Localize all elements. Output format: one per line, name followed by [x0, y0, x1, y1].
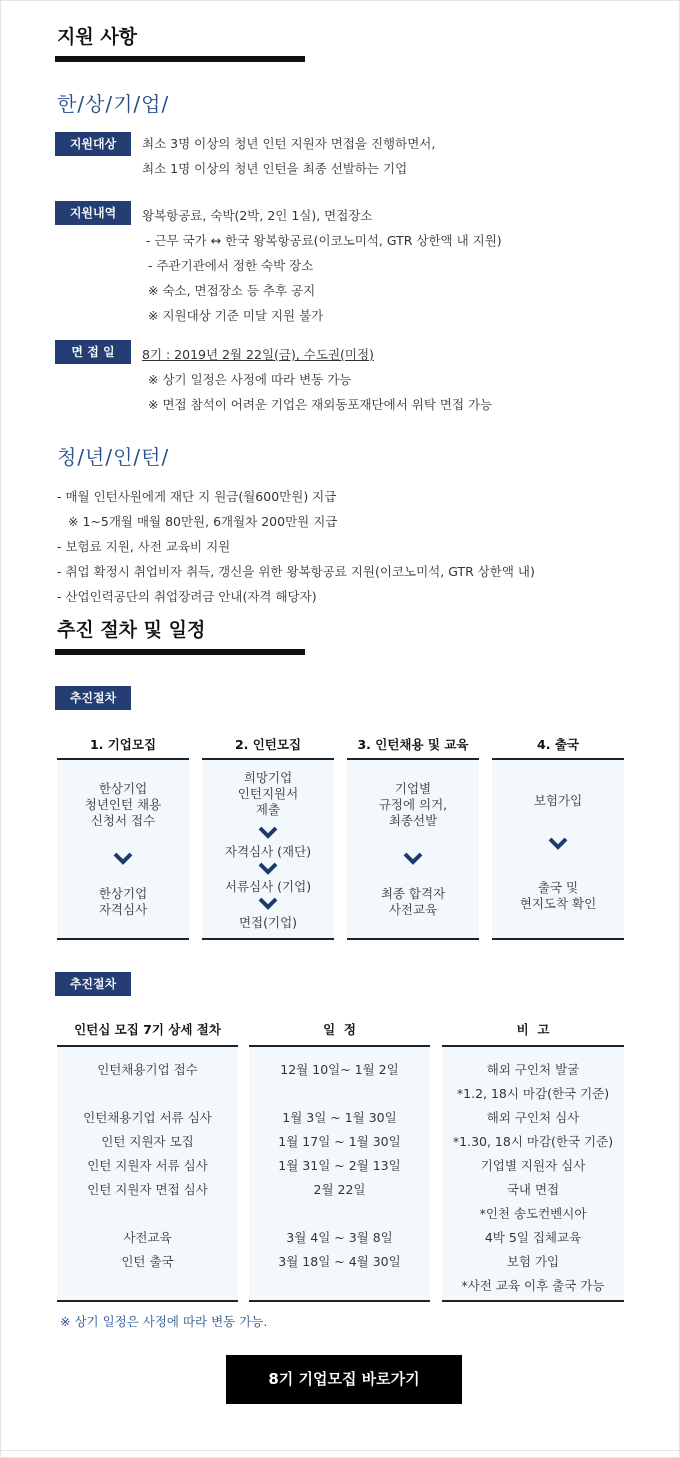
table-header: 인턴십 모집 7기 상세 절차	[74, 1022, 221, 1037]
chevron-down-icon	[548, 837, 568, 851]
step-text: 자격심사 (재단)	[224, 844, 312, 859]
step-text: 출국 및 현지도착 확인	[519, 880, 597, 911]
table-header: 일 정	[323, 1022, 356, 1037]
step-text: 희망기업 인턴지원서 제출	[237, 770, 299, 817]
youth-subtitle: 청/년/인/턴/	[57, 445, 170, 469]
step-text: 보험가입	[533, 793, 583, 808]
table-cell: 인턴채용기업 접수	[97, 1062, 198, 1077]
step-box-1	[57, 758, 189, 940]
table-cell: 기업별 지원자 심사	[480, 1158, 586, 1173]
table-cell: 인턴 지원자 서류 심사	[87, 1158, 208, 1173]
table-cell: 1월 3일 ~ 1월 30일	[282, 1110, 397, 1125]
divider	[0, 1450, 680, 1451]
step-head-2: 2. 인턴모집	[234, 737, 302, 752]
details-line: ※ 숙소, 면접장소 등 추후 공지	[148, 283, 316, 298]
recruitment-link-button[interactable]: 8기 기업모집 바로가기	[226, 1355, 462, 1404]
process-badge: 추진절차	[55, 972, 131, 996]
table-column-remarks	[442, 1045, 624, 1302]
table-cell: 4박 5일 집체교육	[484, 1230, 582, 1245]
table-cell: 2월 22일	[313, 1182, 366, 1197]
interview-line: ※ 면접 참석이 어려운 기업은 재외동포재단에서 위탁 면접 가능	[148, 397, 493, 412]
hansang-subtitle: 한/상/기/업/	[57, 92, 170, 116]
step-text: 최종 합격자 사전교육	[380, 886, 446, 917]
table-cell: 인턴 출국	[121, 1254, 174, 1269]
table-cell: 1월 31일 ~ 2월 13일	[278, 1158, 401, 1173]
interview-badge: 면 접 일	[55, 340, 131, 364]
table-cell: 해외 구인처 발굴	[486, 1062, 580, 1077]
table-cell: 3월 18일 ~ 4월 30일	[278, 1254, 401, 1269]
step-text: 기업별 규정에 의거, 최종선발	[378, 781, 448, 828]
target-badge: 지원대상	[55, 132, 131, 156]
table-cell: *인천 송도컨벤시아	[479, 1206, 587, 1221]
youth-line: - 보험료 지원, 사전 교육비 지원	[57, 539, 231, 554]
process-title: 추진 절차 및 일정	[57, 619, 206, 641]
step-text: 면접(기업)	[238, 915, 298, 930]
step-box-2	[202, 758, 334, 940]
table-cell: 사전교육	[123, 1230, 172, 1245]
table-cell: *1.30, 18시 마감(한국 기준)	[452, 1134, 614, 1149]
table-cell: 3월 4일 ~ 3월 8일	[286, 1230, 393, 1245]
table-cell: 보험 가입	[506, 1254, 560, 1269]
youth-line: - 취업 확정시 취업비자 취득, 갱신을 위한 왕복항공료 지원(이코노미석, GTR 상한액 내)	[57, 564, 535, 579]
support-title: 지원 사항	[57, 26, 138, 48]
details-line: ※ 지원대상 기준 미달 지원 불가	[148, 308, 324, 323]
table-cell: 1월 17일 ~ 1월 30일	[278, 1134, 401, 1149]
table-cell: 해외 구인처 심사	[486, 1110, 580, 1125]
chevron-down-icon	[403, 852, 423, 866]
step-text: 한상기업 자격심사	[98, 886, 148, 917]
table-cell: *사전 교육 이후 출국 가능	[461, 1278, 605, 1293]
target-line: 최소 1명 이상의 청년 인턴을 최종 선발하는 기업	[142, 161, 408, 176]
interview-line: ※ 상기 일정은 사정에 따라 변동 가능	[148, 372, 352, 387]
table-column-procedure	[57, 1045, 238, 1302]
chevron-down-icon	[258, 862, 278, 876]
chevron-down-icon	[258, 897, 278, 911]
table-cell: *1.2, 18시 마감(한국 기준)	[456, 1086, 610, 1101]
details-badge: 지원내역	[55, 201, 131, 225]
youth-line: - 매월 인턴사원에게 재단 지 원금(월600만원) 지급	[57, 489, 337, 504]
step-head-1: 1. 기업모집	[89, 737, 157, 752]
youth-line: - 산업인력공단의 취업장려금 안내(자격 해당자)	[57, 589, 317, 604]
title-underline	[55, 56, 305, 62]
table-cell: 국내 면접	[506, 1182, 560, 1197]
table-cell: 12월 10일~ 1월 2일	[280, 1062, 399, 1077]
table-header: 비 고	[516, 1022, 550, 1037]
chevron-down-icon	[113, 852, 133, 866]
step-text: 서류심사 (기업)	[224, 879, 312, 894]
target-line: 최소 3명 이상의 청년 인턴 지원자 면접을 진행하면서,	[142, 136, 436, 151]
table-column-schedule	[249, 1045, 430, 1302]
schedule-note: ※ 상기 일정은 사정에 따라 변동 가능.	[60, 1314, 268, 1329]
step-head-4: 4. 출국	[537, 737, 579, 752]
youth-line: ※ 1~5개월 매월 80만원, 6개월차 200만원 지급	[68, 514, 338, 529]
step-head-3: 3. 인턴채용 및 교육	[357, 737, 469, 752]
table-cell: 인턴 지원자 모집	[101, 1134, 194, 1149]
details-line: - 근무 국가 ↔ 한국 왕복항공료(이코노미석, GTR 상한액 내 지원)	[146, 233, 502, 248]
interview-date: 8기 : 2019년 2월 22일(금), 수도권(미정)	[142, 347, 374, 362]
table-cell: 인턴채용기업 서류 심사	[83, 1110, 212, 1125]
step-box-3	[347, 758, 479, 940]
title-underline	[55, 649, 305, 655]
table-cell: 인턴 지원자 면접 심사	[87, 1182, 208, 1197]
details-line: - 주관기관에서 정한 숙박 장소	[148, 258, 314, 273]
step-box-4	[492, 758, 624, 940]
chevron-down-icon	[258, 826, 278, 840]
step-text: 한상기업 청년인턴 채용 신청서 접수	[84, 781, 162, 828]
details-line: 왕복항공료, 숙박(2박, 2인 1실), 면접장소	[142, 208, 373, 223]
process-badge: 추진절차	[55, 686, 131, 710]
